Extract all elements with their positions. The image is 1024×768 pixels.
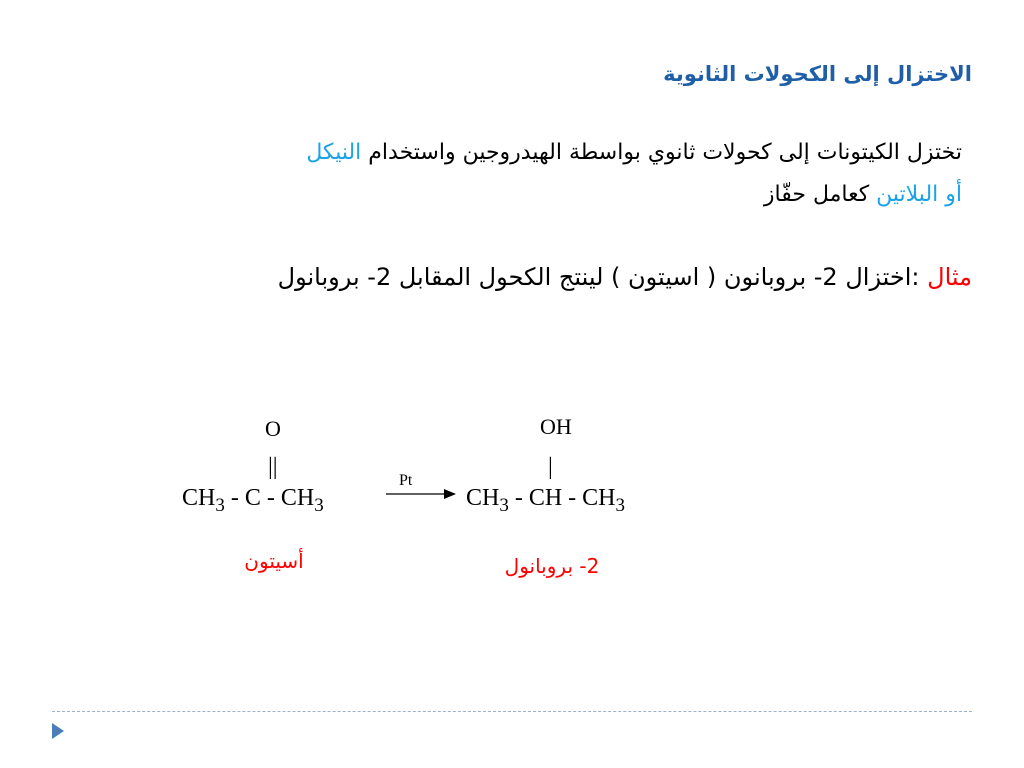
example-label: مثال bbox=[927, 263, 972, 291]
reactant-formula bbox=[182, 485, 324, 516]
bullet-text bbox=[62, 132, 962, 216]
example-line bbox=[278, 262, 972, 293]
svg-text:CH3 - C - CH3 bbox=[182, 485, 324, 516]
reactant-oxygen: O bbox=[265, 416, 281, 441]
reactant-ch3-right: CH bbox=[280, 485, 315, 511]
reactant-carbonyl-carbon: - C - bbox=[230, 485, 275, 511]
product-subscript-left: 3 bbox=[499, 495, 509, 516]
product-ch3-left: CH bbox=[466, 485, 500, 511]
product-ch3-right: CH bbox=[582, 485, 616, 511]
product-subscript-right: 3 bbox=[615, 495, 626, 516]
reactant-double-bond: || bbox=[268, 454, 278, 480]
bullet-line-2 bbox=[62, 174, 962, 216]
product-hydroxyl: OH bbox=[540, 414, 572, 439]
bullet-line-2-text: كعامل حفّاز bbox=[763, 182, 877, 207]
product-ch-center: - CH - bbox=[514, 485, 577, 511]
bullet-line-1 bbox=[62, 132, 962, 174]
reactant-ch3-left: CH bbox=[182, 485, 216, 511]
slide-bullet-marker-icon bbox=[52, 723, 64, 739]
reactant-subscript-right: 3 bbox=[314, 495, 324, 516]
nickel-highlight: النيكل bbox=[306, 140, 362, 165]
slide-title: الاختزال إلى الكحولات الثانوية bbox=[663, 62, 972, 86]
svg-text:CH3 - CH - CH3 bbox=[466, 485, 625, 516]
bullet-line-1-text: تختزل الكيتونات إلى كحولات ثانوي بواسطة الهيدروجين واستخدام bbox=[361, 140, 962, 165]
product-name: 2- بروبانول bbox=[504, 554, 600, 578]
footer-divider bbox=[52, 711, 972, 712]
reactant-subscript-left: 3 bbox=[215, 495, 225, 516]
product-formula bbox=[466, 485, 625, 516]
catalyst-label: Pt bbox=[399, 472, 413, 489]
platinum-highlight: أو البلاتين bbox=[876, 182, 962, 207]
reactant-name: أسيتون bbox=[244, 549, 304, 573]
reaction-arrow-head bbox=[444, 489, 456, 499]
product-single-bond: | bbox=[548, 454, 553, 480]
example-text: :اختزال 2- بروبانون ( اسيتون ) لينتج الكحول المقابل 2- بروبانول bbox=[277, 263, 928, 291]
